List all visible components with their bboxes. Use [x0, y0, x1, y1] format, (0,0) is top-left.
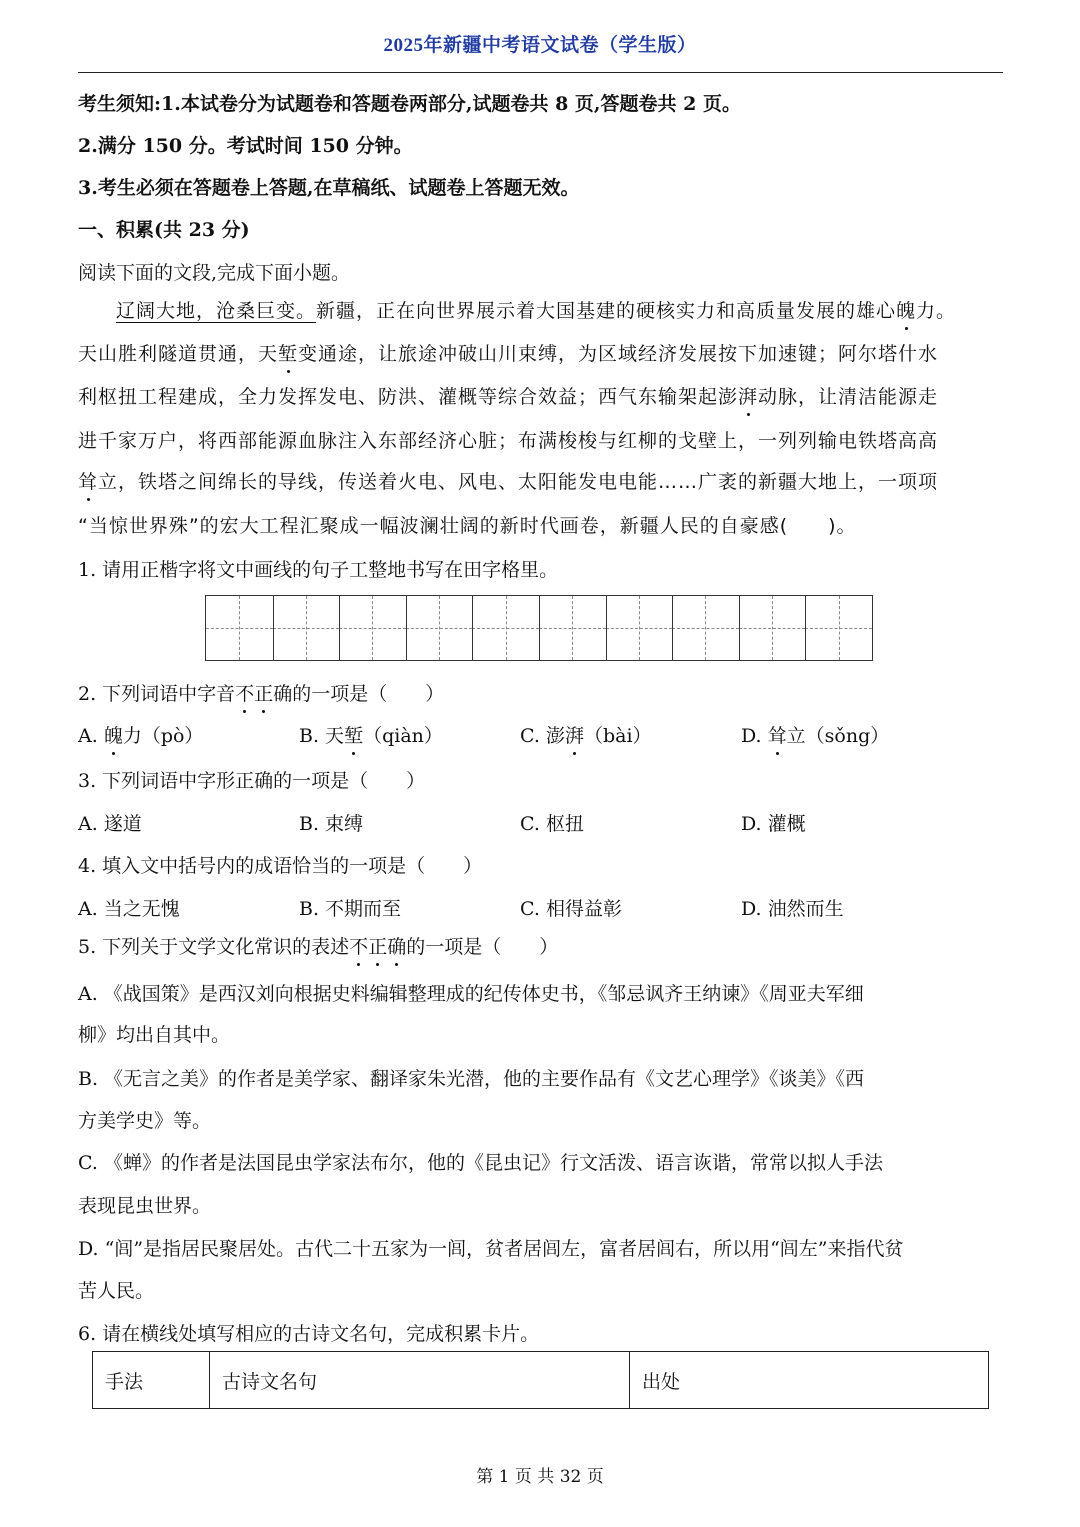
table-header-source: 出处 [630, 1352, 989, 1409]
cell-guide-horizontal [805, 628, 872, 629]
q5-option-a-line-2: 柳》均出自其中。 [78, 1024, 231, 1046]
q4-option-c[interactable]: C. 相得益彰 [520, 898, 622, 920]
passage-line-5: 耸立，铁塔之间绵长的导线，传送着火电、风电、太阳能发电电能……广袤的新疆大地上，一项项 [78, 467, 938, 494]
table-header-technique: 手法 [93, 1352, 210, 1409]
cell-guide-horizontal [739, 628, 806, 629]
cell-border [672, 596, 673, 660]
tianzige-cell[interactable] [739, 596, 806, 660]
q3-option-c[interactable]: C. 枢扭 [520, 813, 584, 835]
accumulation-card-table [92, 1351, 989, 1409]
tianzige-writing-grid[interactable] [205, 595, 873, 661]
q3-option-b[interactable]: B. 束缚 [299, 813, 364, 835]
page-number: 第 1 页 共 32 页 [476, 1467, 604, 1487]
notice-line-3: 3.考生必须在答题卷上答题,在草稿纸、试题卷上答题无效。 [78, 177, 580, 199]
underlined-sentence: 辽阔大地，沧桑巨变。 [116, 300, 317, 322]
tianzige-cell[interactable] [606, 596, 673, 660]
cell-guide-horizontal [472, 628, 539, 629]
q5-option-c-line-2: 表现昆虫世界。 [78, 1195, 212, 1217]
q4-option-a[interactable]: A. 当之无愧 [78, 898, 180, 920]
cell-guide-horizontal [206, 628, 273, 629]
tianzige-cell[interactable] [805, 596, 872, 660]
question-2: 2. 下列词语中字音不正确的一项是（ ） [78, 679, 444, 706]
q5-option-d-line-2: 苦人民。 [78, 1280, 155, 1302]
q5-option-a-line-1[interactable]: A. 《战国策》是西汉刘向根据史料编辑整理成的纪传体史书，《邹忌讽齐王纳谏》《周亚夫军细 [78, 983, 864, 1005]
cell-guide-horizontal [606, 628, 673, 629]
table-header-quote: 古诗文名句 [210, 1352, 630, 1409]
cell-border [339, 596, 340, 660]
question-1: 1. 请用正楷字将文中画线的句子工整地书写在田字格里。 [78, 559, 559, 581]
tianzige-cell[interactable] [539, 596, 606, 660]
question-6: 6. 请在横线处填写相应的古诗文名句，完成积累卡片。 [78, 1323, 540, 1345]
q4-option-d[interactable]: D. 油然而生 [741, 898, 844, 920]
question-3: 3. 下列词语中字形正确的一项是（ ） [78, 770, 426, 792]
q5-option-b-line-2: 方美学史》等。 [78, 1110, 212, 1132]
q3-option-a[interactable]: A. 遂道 [78, 813, 142, 835]
cell-border [739, 596, 740, 660]
cell-border [539, 596, 540, 660]
cell-border [472, 596, 473, 660]
cell-border [606, 596, 607, 660]
cell-guide-horizontal [539, 628, 606, 629]
q2-option-a[interactable]: A. 魄力（pò） [78, 721, 203, 748]
cell-guide-horizontal [672, 628, 739, 629]
passage-line-3: 利枢扭工程建成，全力发挥发电、防洪、灌概等综合效益；西气东输架起澎湃动脉，让清洁能源走 [78, 382, 938, 409]
cell-guide-horizontal [339, 628, 406, 629]
passage-line-2: 天山胜利隧道贯通，天堑变通途，让旅途冲破山川束缚，为区域经济发展按下加速键；阿尔塔什水 [78, 339, 938, 366]
dotted-char: 魄 [896, 296, 916, 323]
cell-border [805, 596, 806, 660]
q2-option-c[interactable]: C. 澎湃（bài） [520, 721, 652, 748]
q5-option-d-line-1[interactable]: D. “闾”是指居民聚居处。古代二十五家为一闾，贫者居闾左，富者居闾右，所以用“闾左”来指代贫 [78, 1238, 904, 1260]
tianzige-cell[interactable] [672, 596, 739, 660]
page-title: 2025年新疆中考语文试卷（学生版） [383, 35, 697, 56]
cell-guide-horizontal [406, 628, 473, 629]
question-5: 5. 下列关于文学文化常识的表述不正确的一项是（ ） [78, 932, 558, 959]
tianzige-cell[interactable] [339, 596, 406, 660]
passage-line-6: “当惊世界殊”的宏大工程汇聚成一幅波澜壮阔的新时代画卷，新疆人民的自豪感( )。 [78, 515, 857, 537]
q2-option-d[interactable]: D. 耸立（sǒng） [741, 721, 889, 748]
tianzige-cell[interactable] [206, 596, 273, 660]
header-divider [78, 72, 1003, 73]
dotted-char: 湃 [738, 382, 758, 409]
notice-line-1: 考生须知:1.本试卷分为试题卷和答题卷两部分,试题卷共 8 页,答题卷共 2 页。 [78, 93, 741, 115]
cell-border [273, 596, 274, 660]
cell-guide-horizontal [273, 628, 340, 629]
tianzige-cell[interactable] [472, 596, 539, 660]
dotted-char: 堑 [278, 339, 298, 366]
q4-option-b[interactable]: B. 不期而至 [299, 898, 402, 920]
passage-line-4: 进千家万户，将西部能源血脉注入东部经济心脏；布满梭梭与红柳的戈壁上，一列列输电铁塔高高 [78, 430, 939, 452]
dotted-char: 耸 [78, 467, 98, 494]
notice-line-2: 2.满分 150 分。考试时间 150 分钟。 [78, 135, 413, 157]
q2-option-b[interactable]: B. 天堑（qiàn） [299, 721, 443, 748]
passage-line-1: 辽阔大地，沧桑巨变。新疆，正在向世界展示着大国基建的硬核实力和高质量发展的雄心魄力。 [116, 296, 956, 323]
q5-option-c-line-1[interactable]: C. 《蝉》的作者是法国昆虫学家法布尔，他的《昆虫记》行文活泼、语言诙谐，常常以拟人手法 [78, 1152, 883, 1174]
q3-option-d[interactable]: D. 灌概 [741, 813, 806, 835]
tianzige-cell[interactable] [406, 596, 473, 660]
section-instruction: 阅读下面的文段,完成下面小题。 [78, 262, 351, 284]
q5-option-b-line-1[interactable]: B. 《无言之美》的作者是美学家、翻译家朱光潜，他的主要作品有《文艺心理学》《谈美》《西 [78, 1068, 865, 1090]
tianzige-cell[interactable] [273, 596, 340, 660]
question-4: 4. 填入文中括号内的成语恰当的一项是（ ） [78, 855, 483, 877]
section-heading: 一、积累(共 23 分) [78, 219, 250, 241]
cell-border [406, 596, 407, 660]
